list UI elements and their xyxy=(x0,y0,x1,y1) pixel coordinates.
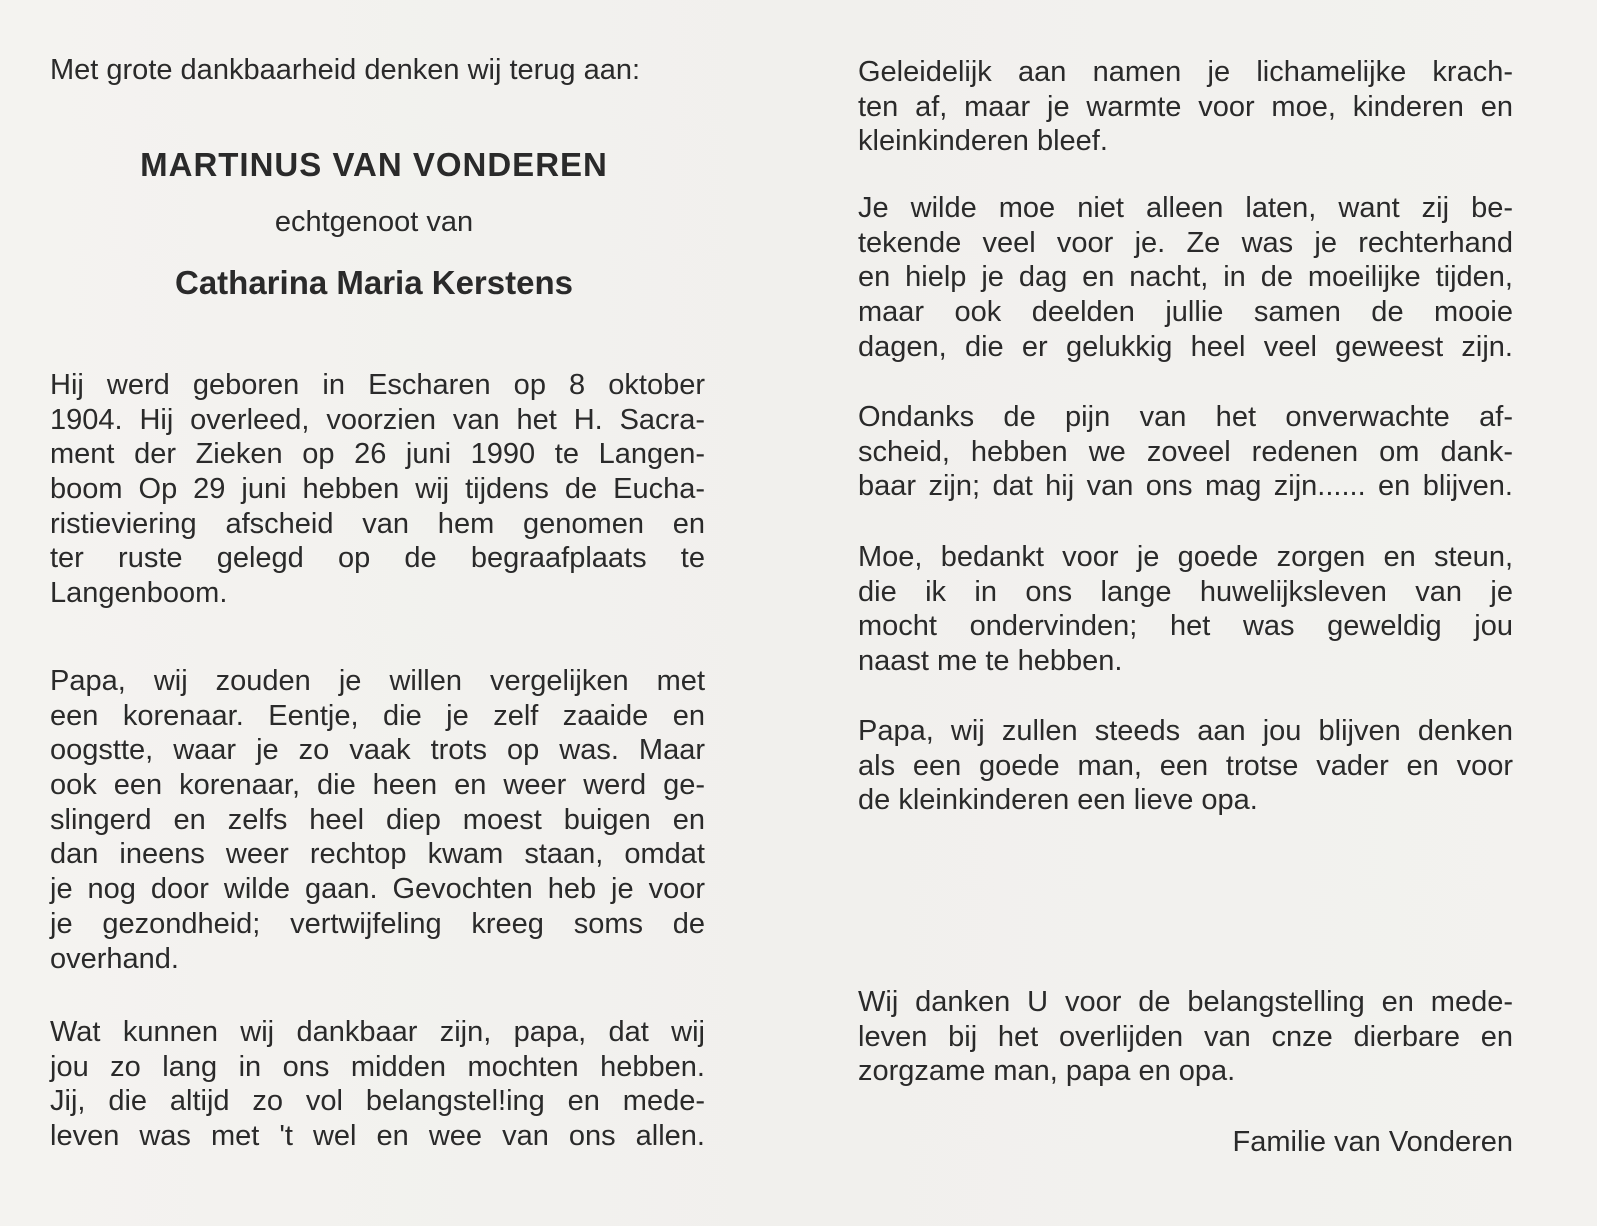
text-line: Hij werd geboren in Escharen op 8 oktober xyxy=(50,369,705,401)
text-line: Langenboom. xyxy=(50,577,228,610)
text-line: die ik in ons lange huwelijksleven van je xyxy=(858,575,1513,608)
family-signature: Familie van Vonderen xyxy=(1232,1126,1513,1158)
text-line: dagen, die er gelukkig heel veel geweest zijn. xyxy=(858,330,1513,363)
text-line: ristieviering afscheid van hem genomen en xyxy=(50,507,705,540)
text-line: slingerd en zelfs heel diep moest buigen en xyxy=(50,803,705,836)
text-line: zorgzame man, papa en opa. xyxy=(858,1055,1236,1088)
text-line: je gezondheid; vertwijfeling kreeg soms de xyxy=(50,907,705,940)
text-line: ten af, maar je warmte voor moe, kinderen en xyxy=(858,90,1513,123)
text-line: Geleidelijk aan namen je lichamelijke krach- xyxy=(858,56,1513,88)
text-line: Papa, wij zouden je willen vergelijken met xyxy=(50,665,705,697)
text-line: Wat kunnen wij dankbaar zijn, papa, dat wij xyxy=(50,1016,705,1048)
strength-paragraph xyxy=(858,55,1513,159)
text-line: en hielp je dag en nacht, in de moeilijke tijden, xyxy=(858,261,1513,294)
text-line: Papa, wij zullen steeds aan jou blijven denken xyxy=(858,715,1513,747)
text-line: oogstte, waar je zo vaak trots op was. Maar xyxy=(50,734,705,767)
text-line: kleinkinderen bleef. xyxy=(858,125,1108,158)
text-line: Ondanks de pijn van het onverwachte af- xyxy=(858,401,1513,433)
text-line: leven was met 't wel en wee van ons allen. xyxy=(50,1120,705,1153)
acknowledgement-paragraph xyxy=(858,985,1513,1089)
text-line: Je wilde moe niet alleen laten, want zij be- xyxy=(858,192,1513,224)
text-line: ment der Zieken op 26 juni 1990 te Langen- xyxy=(50,438,705,471)
korenaar-paragraph xyxy=(50,664,705,976)
thanks-moe-paragraph xyxy=(858,540,1513,679)
text-line: Moe, bedankt voor je goede zorgen en steun, xyxy=(858,541,1513,573)
spouse-of-label: echtgenoot van xyxy=(274,206,474,238)
spouse-name: Catharina Maria Kerstens xyxy=(175,264,573,301)
text-line: jou zo lang in ons midden mochten hebben. xyxy=(50,1050,705,1083)
moe-paragraph xyxy=(858,191,1513,364)
gratitude-paragraph xyxy=(50,1015,705,1154)
text-line: baar zijn; dat hij van ons mag zijn...... en blijven. xyxy=(858,470,1513,503)
text-line: scheid, hebben we zoveel redenen om dank- xyxy=(858,435,1513,468)
text-line: Jij, die altijd zo vol belangstel!ing en mede- xyxy=(50,1085,705,1118)
text-line: 1904. Hij overleed, voorzien van het H. Sacra- xyxy=(50,403,705,436)
farewell-paragraph xyxy=(858,400,1513,504)
text-line: als een goede man, een trotse vader en voor xyxy=(858,749,1513,782)
papa-remembrance-paragraph xyxy=(858,714,1513,818)
intro-text: Met grote dankbaarheid denken wij terug aan: xyxy=(50,54,641,86)
text-line: Wij danken U voor de belangstelling en mede- xyxy=(858,986,1513,1018)
text-line: dan ineens weer rechtop kwam staan, omdat xyxy=(50,838,705,871)
text-line: overhand. xyxy=(50,942,179,975)
text-line: mocht ondervinden; het was geweldig jou xyxy=(858,610,1513,643)
text-line: ter ruste gelegd op de begraafplaats te xyxy=(50,542,705,575)
text-line: maar ook deelden jullie samen de mooie xyxy=(858,296,1513,329)
text-line: tekende veel voor je. Ze was je rechterhand xyxy=(858,226,1513,259)
text-line: leven bij het overlijden van cnze dierbare en xyxy=(858,1020,1513,1053)
biography-paragraph xyxy=(50,368,705,611)
deceased-name: MARTINUS VAN VONDEREN xyxy=(140,146,608,183)
text-line: een korenaar. Eentje, die je zelf zaaide en xyxy=(50,699,705,732)
text-line: je nog door wilde gaan. Gevochten heb je voor xyxy=(50,873,705,906)
text-line: de kleinkinderen een lieve opa. xyxy=(858,784,1258,817)
text-line: naast me te hebben. xyxy=(858,645,1123,678)
text-line: boom Op 29 juni hebben wij tijdens de Eucha- xyxy=(50,473,705,506)
text-line: ook een korenaar, die heen en weer werd ge- xyxy=(50,769,705,802)
